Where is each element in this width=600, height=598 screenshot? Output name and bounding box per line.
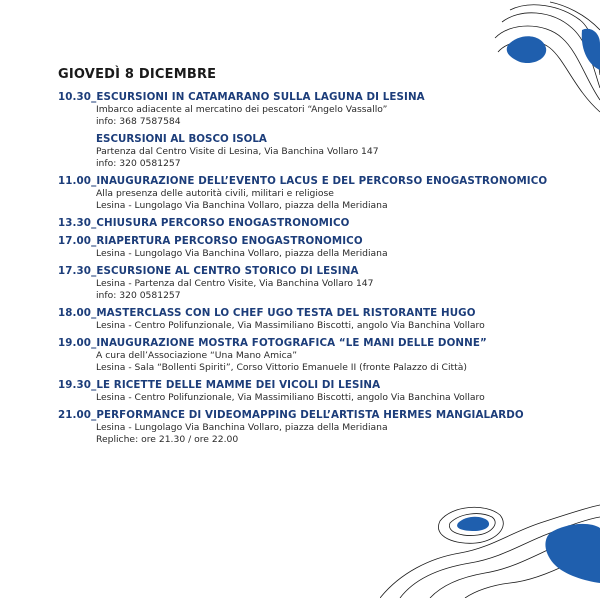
event-separator: _ <box>91 175 97 187</box>
event-separator: _ <box>91 235 97 247</box>
event-item <box>58 175 548 212</box>
event-detail: Imbarco adiacente al mercatino dei pescatori “Angelo Vassallo” <box>96 104 388 115</box>
event-heading <box>58 379 528 392</box>
event-item <box>58 337 528 374</box>
event-title: RIAPERTURA PERCORSO ENOGASTRONOMICO <box>96 235 363 247</box>
event-heading <box>58 337 528 350</box>
event-title: PERFORMANCE DI VIDEOMAPPING DELL’ARTISTA HERMES MANGIALARDO <box>96 409 524 421</box>
events-list <box>58 91 548 451</box>
event-detail: Repliche: ore 21.30 / ore 22.00 <box>96 434 239 445</box>
event-separator: _ <box>91 409 97 421</box>
event-time: 21.00 <box>58 409 92 421</box>
event-separator: _ <box>91 217 97 229</box>
event-item <box>58 409 528 446</box>
event-time: 11.00 <box>58 175 92 187</box>
event-separator: _ <box>91 337 97 349</box>
event-heading <box>58 175 548 188</box>
event-detail: Lesina - Centro Polifunzionale, Via Massimiliano Biscotti, angolo Via Banchina Vollaro <box>96 320 485 331</box>
event-heading <box>58 91 528 104</box>
event-title: CHIUSURA PERCORSO ENOGASTRONOMICO <box>96 217 350 229</box>
event-item <box>58 379 528 404</box>
event-detail: Alla presenza delle autorità civili, militari e religiose <box>96 188 334 199</box>
event-separator: _ <box>91 379 97 391</box>
event-detail: info: 368 7587584 <box>96 116 181 127</box>
event-item <box>58 217 528 230</box>
event-title: ESCURSIONI IN CATAMARANO SULLA LAGUNA DI LESINA <box>96 91 425 103</box>
event-detail: Lesina - Lungolago Via Banchina Vollaro, piazza della Meridiana <box>96 422 388 433</box>
event-title: INAUGURAZIONE DELL’EVENTO LACUS E DEL PERCORSO ENOGASTRONOMICO <box>96 175 548 187</box>
event-detail: info: 320 0581257 <box>96 158 181 169</box>
event-detail: Lesina - Sala “Bollenti Spiriti”, Corso Vittorio Emanuele II (fronte Palazzo di Città) <box>96 362 467 373</box>
lagoon-shape-icon <box>507 36 546 63</box>
event-item <box>58 265 528 302</box>
event-item <box>58 235 528 260</box>
event-heading <box>58 235 528 248</box>
event-separator: _ <box>91 265 97 277</box>
event-item <box>58 91 528 128</box>
event-detail: Lesina - Lungolago Via Banchina Vollaro, piazza della Meridiana <box>96 248 388 259</box>
event-title: LE RICETTE DELLE MAMME DEI VICOLI DI LESINA <box>96 379 381 391</box>
event-separator: _ <box>91 91 97 103</box>
event-title: ESCURSIONI AL BOSCO ISOLA <box>96 133 267 145</box>
event-time: 10.30 <box>58 91 92 103</box>
event-detail: info: 320 0581257 <box>96 290 181 301</box>
event-time: 13.30 <box>58 217 92 229</box>
topographic-decoration-bottom <box>380 503 600 598</box>
event-time: 18.00 <box>58 307 92 319</box>
day-title: GIOVEDÌ 8 DICEMBRE <box>58 67 217 82</box>
event-heading <box>58 265 528 278</box>
event-title: MASTERCLASS CON LO CHEF UGO TESTA DEL RISTORANTE HUGO <box>96 307 476 319</box>
event-detail: Lesina - Partenza dal Centro Visite, Via Banchina Vollaro 147 <box>96 278 374 289</box>
event-heading <box>58 307 528 320</box>
event-detail: A cura dell’Associazione “Una Mano Amica” <box>96 350 298 361</box>
event-time: 17.00 <box>58 235 92 247</box>
event-time: 19.30 <box>58 379 92 391</box>
event-time: 17.30 <box>58 265 92 277</box>
event-separator: _ <box>91 307 97 319</box>
event-item <box>58 133 528 170</box>
event-heading <box>58 217 528 230</box>
lake-shape-icon <box>457 517 489 531</box>
event-heading <box>58 409 528 422</box>
event-title: ESCURSIONE AL CENTRO STORICO DI LESINA <box>96 265 359 277</box>
event-detail: Partenza dal Centro Visite di Lesina, Via Banchina Vollaro 147 <box>96 146 379 157</box>
event-title: INAUGURAZIONE MOSTRA FOTOGRAFICA “LE MANI DELLE DONNE” <box>96 337 487 349</box>
event-time: 19.00 <box>58 337 92 349</box>
event-detail: Lesina - Centro Polifunzionale, Via Massimiliano Biscotti, angolo Via Banchina Vollaro <box>96 392 485 403</box>
event-detail: Lesina - Lungolago Via Banchina Vollaro, piazza della Meridiana <box>96 200 388 211</box>
event-item <box>58 307 528 332</box>
